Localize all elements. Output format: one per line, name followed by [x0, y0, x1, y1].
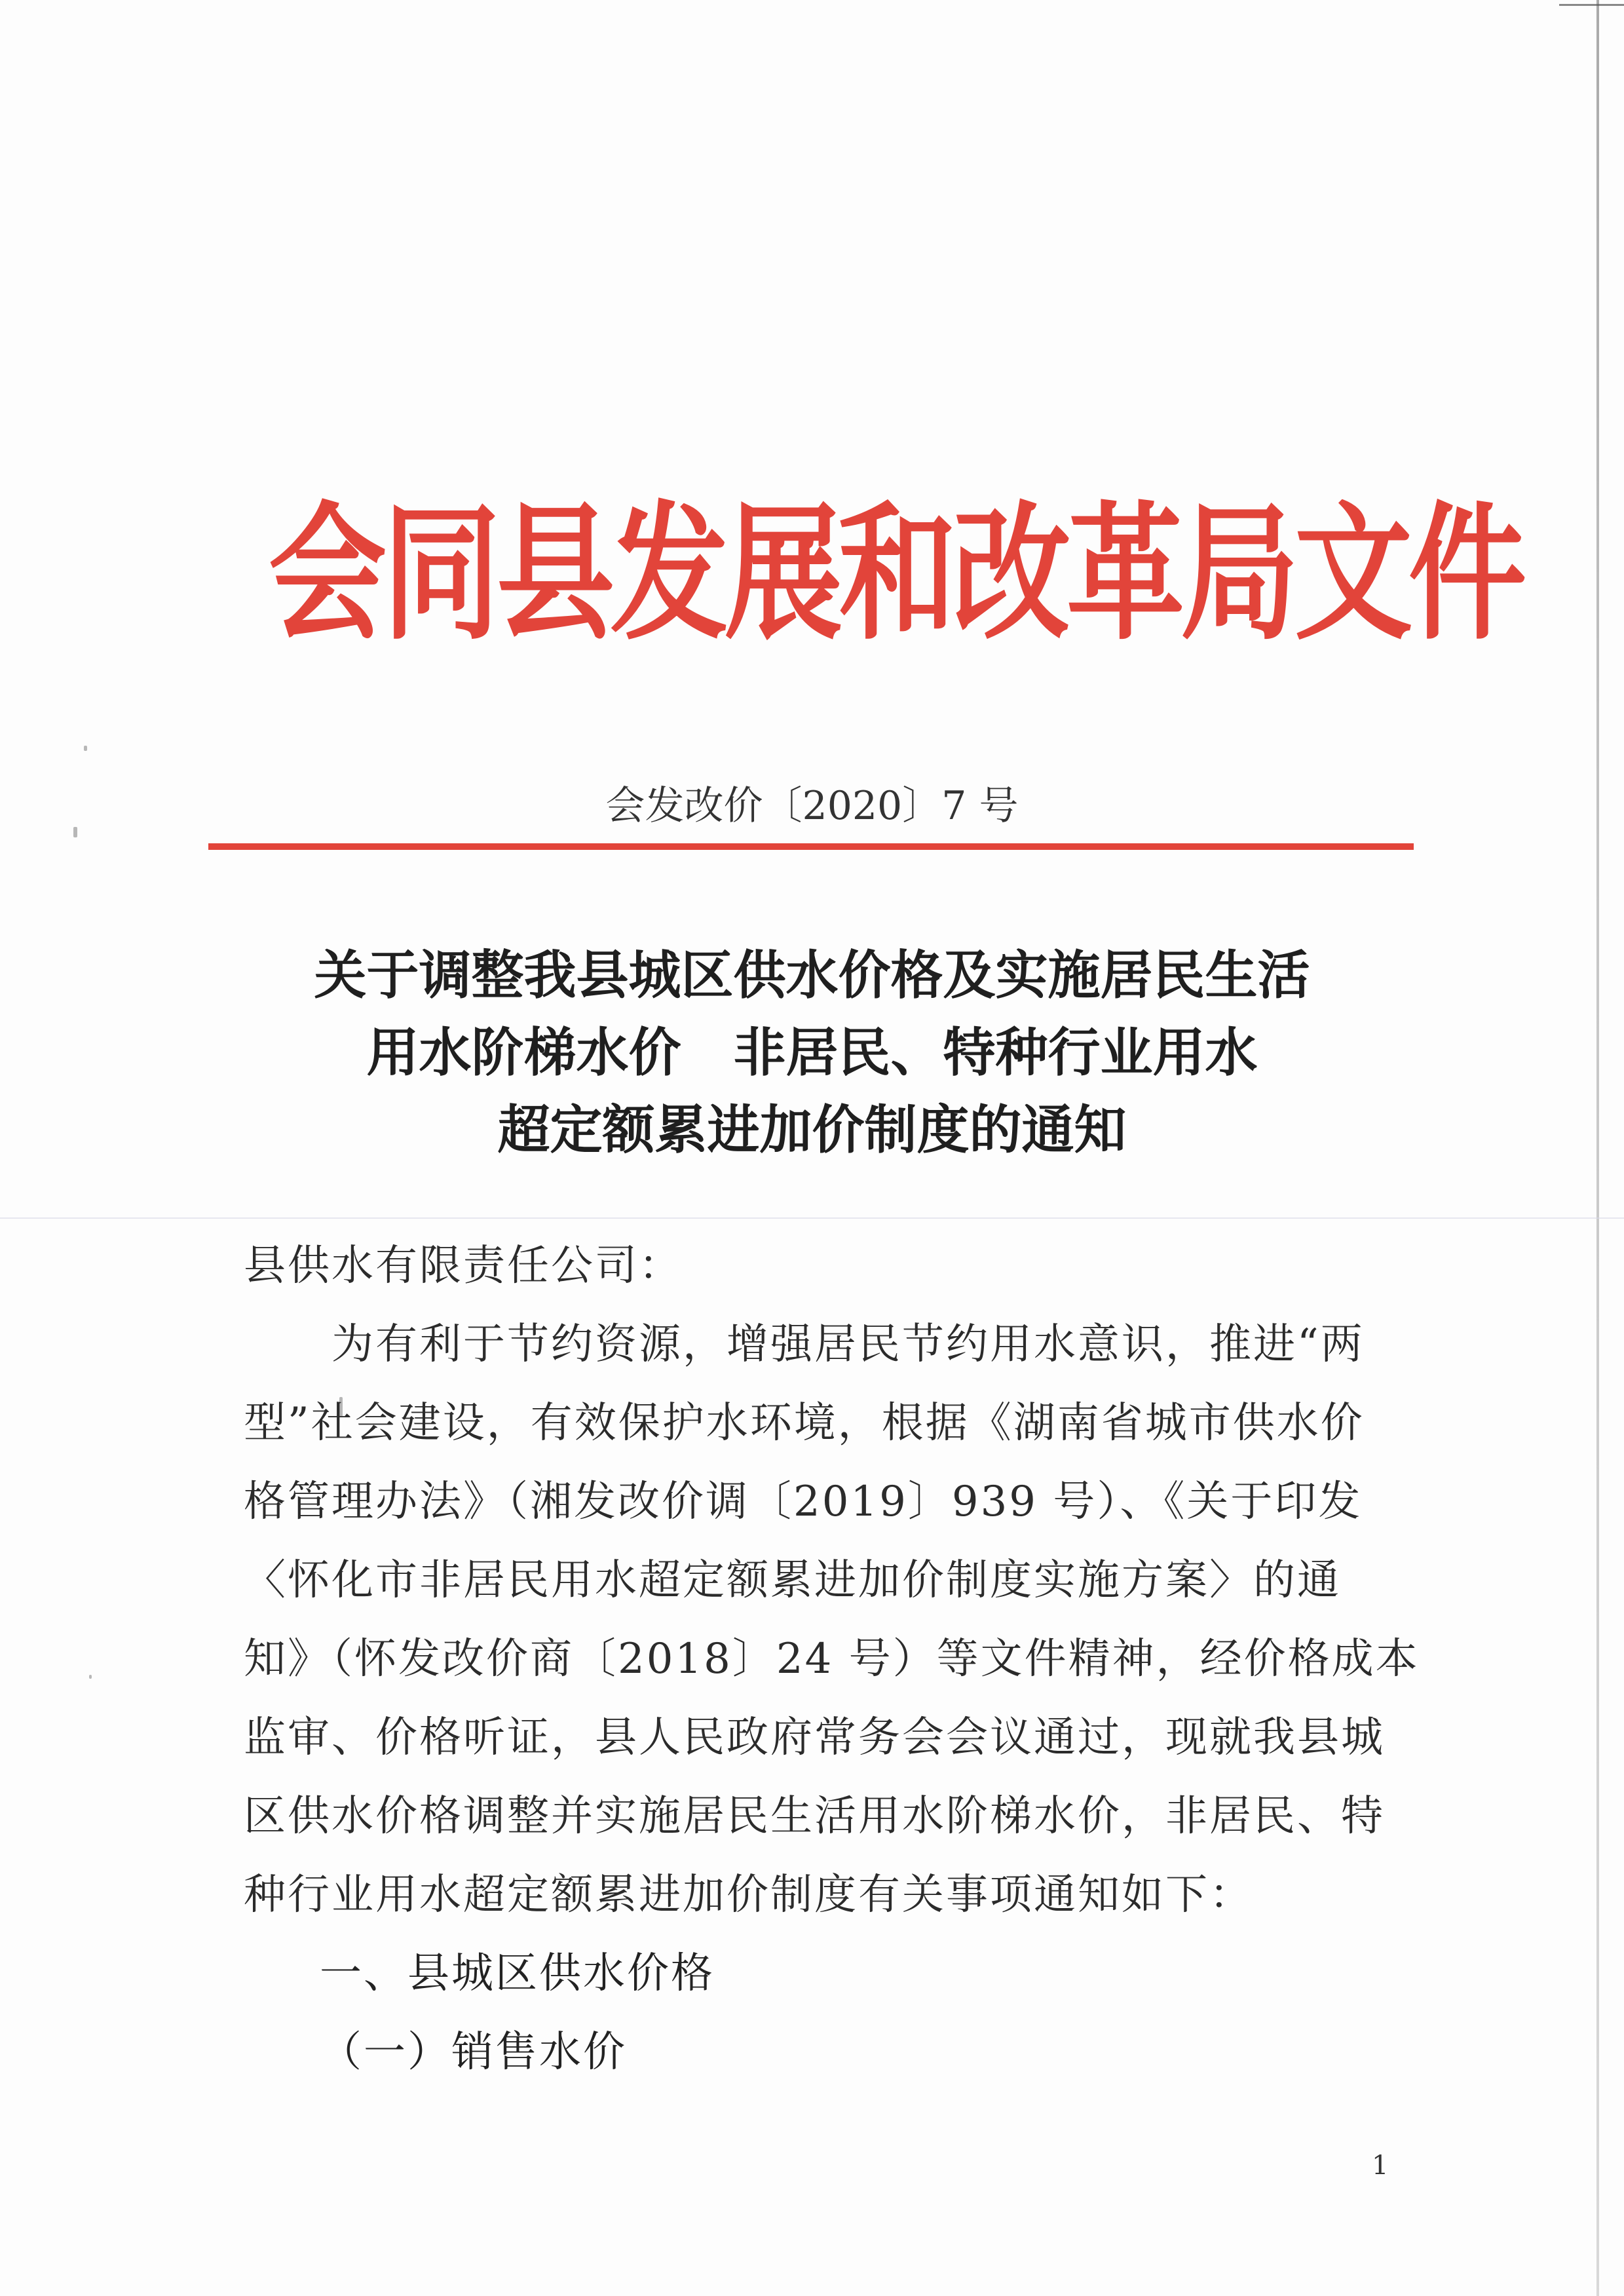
notice-title	[0, 937, 1624, 1169]
subsection-heading: （一）销售水价	[320, 2028, 627, 2076]
red-separator-line	[208, 843, 1414, 850]
paragraph-line: 格管理办法》（湘发改价调〔2019〕939 号）、《关于印发	[244, 1478, 1363, 1526]
section-heading: 一、县城区供水价格	[320, 1949, 715, 1998]
salutation: 县供水有限责任公司：	[244, 1242, 683, 1290]
faint-scan-line	[0, 1217, 1624, 1219]
notice-title-line: 用水阶梯水价 非居民、特种行业用水	[366, 1022, 1258, 1083]
scan-edge-top	[1559, 4, 1624, 6]
paragraph-line: 监审、价格听证，县人民政府常务会会议通过，现就我县城	[244, 1713, 1385, 1762]
paragraph-line: 型”社会建设，有效保护水环境，根据《湖南省城市供水价	[244, 1399, 1365, 1447]
paragraph-line: 区供水价格调整并实施居民生活用水阶梯水价，非居民、特	[244, 1792, 1385, 1841]
body-paragraph	[244, 1305, 1420, 1934]
page-number: 1	[1372, 2151, 1389, 2181]
scan-speck	[89, 1675, 92, 1679]
paragraph-line: 知》（怀发改价商〔2018〕24 号）等文件精神，经价格成本	[244, 1635, 1420, 1683]
notice-title-line: 关于调整我县城区供水价格及实施居民生活	[314, 945, 1310, 1006]
paragraph-line: 为有利于节约资源，增强居民节约用水意识，推进“两	[244, 1320, 1365, 1369]
issuer-header-title: 会同县发展和改革局文件	[269, 489, 1523, 660]
paragraph-line: 种行业用水超定额累进加价制度有关事项通知如下：	[244, 1871, 1253, 1919]
document-number: 会发改价〔2020〕7 号	[605, 783, 1019, 829]
paragraph-line: 〈怀化市非居民用水超定额累进加价制度实施方案〉的通	[244, 1556, 1341, 1605]
notice-title-line: 超定额累进加价制度的通知	[497, 1100, 1127, 1160]
scan-speck	[84, 746, 87, 751]
